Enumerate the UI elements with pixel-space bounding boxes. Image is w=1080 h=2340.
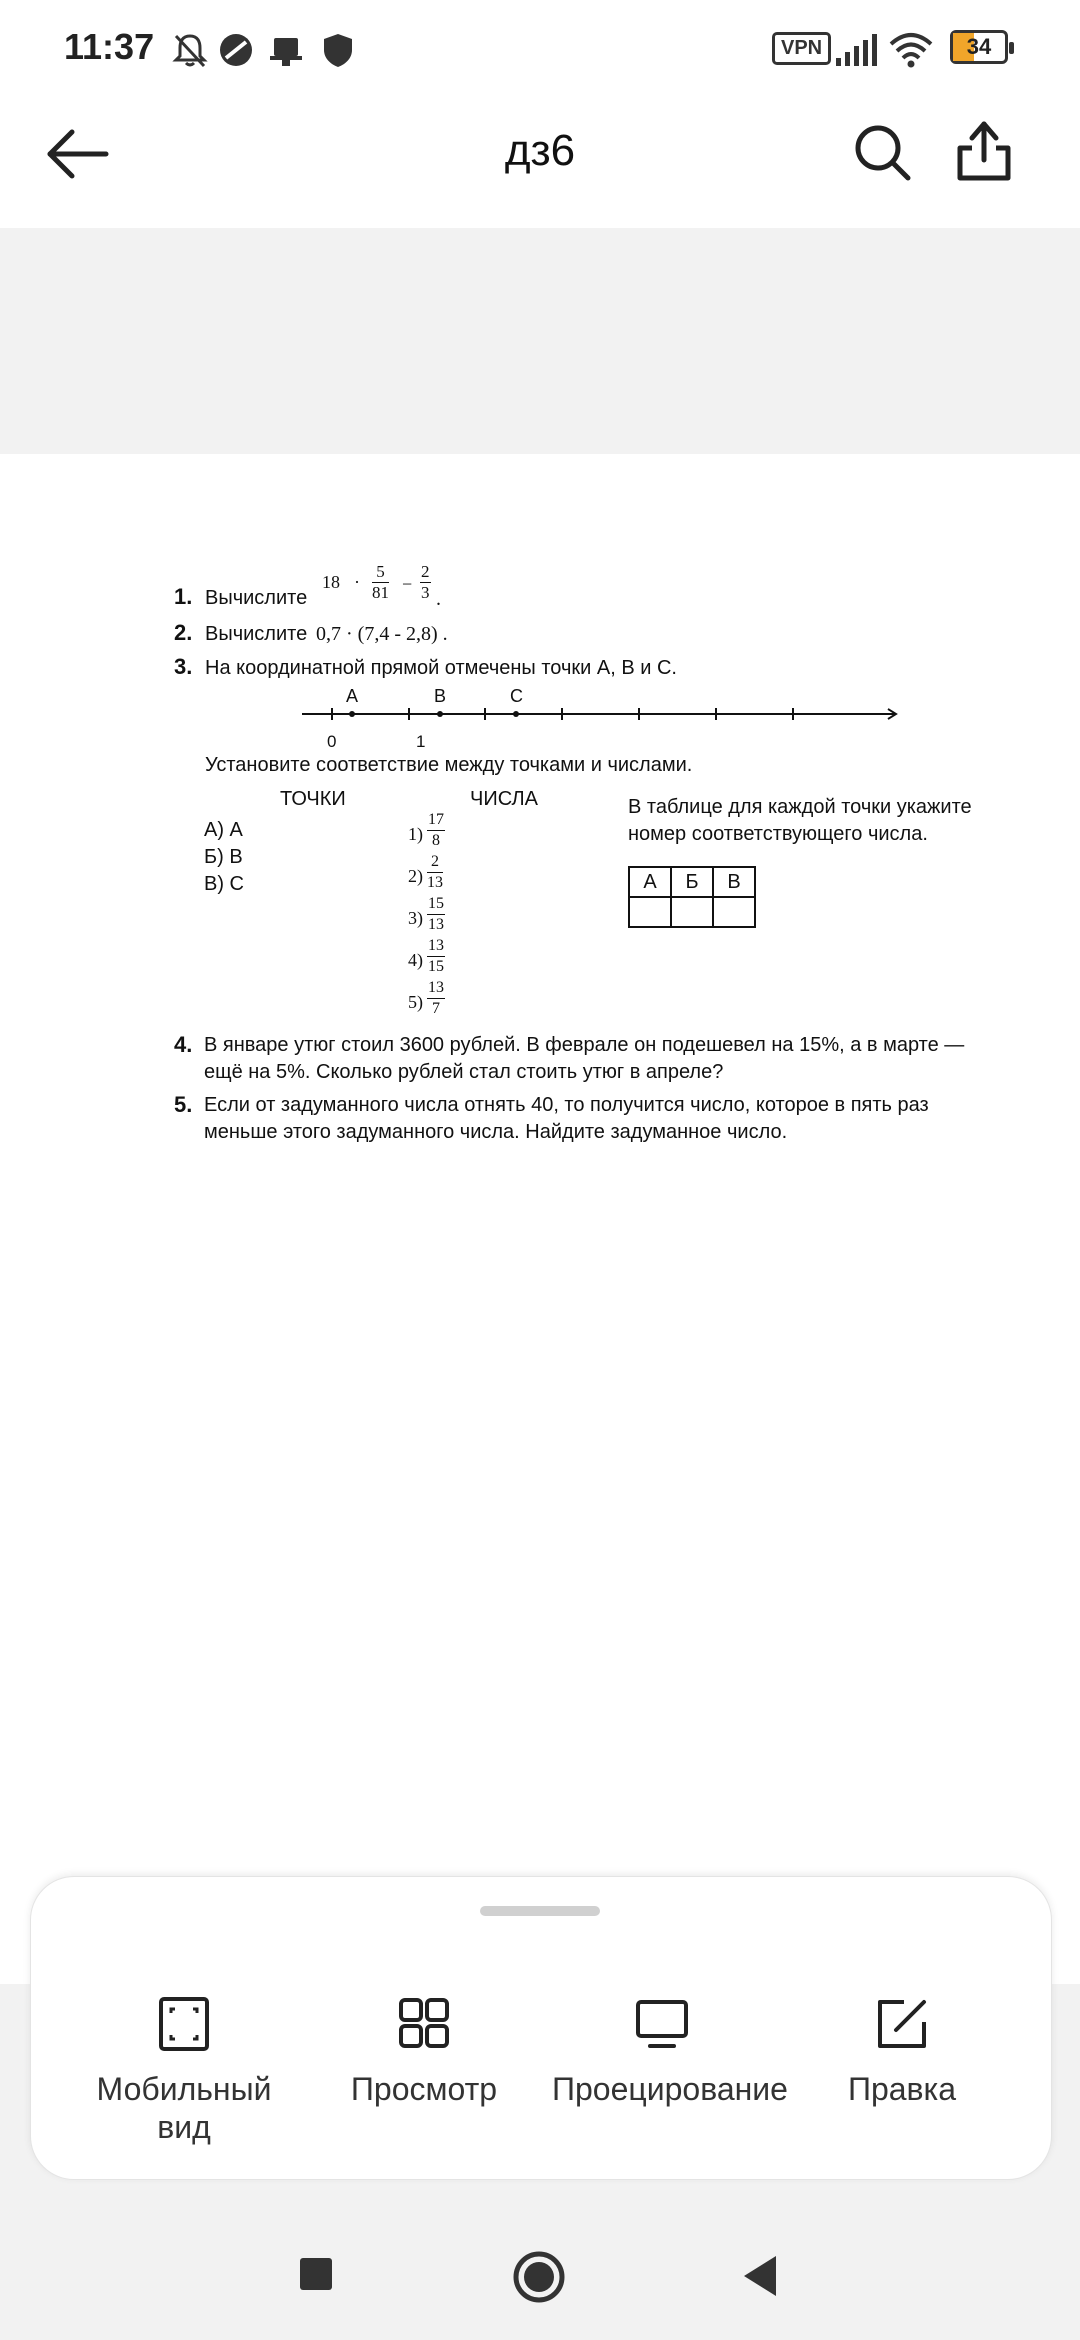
numbers-column-header: ЧИСЛА	[470, 788, 538, 810]
answer-table-cell	[629, 897, 671, 927]
point-option-b: Б) B	[204, 846, 243, 868]
point-option-a: А) A	[204, 819, 243, 841]
answer-table-header: Б	[671, 867, 713, 897]
search-icon[interactable]	[848, 118, 916, 186]
problem-1-end: .	[436, 588, 441, 610]
point-option-c: В) C	[204, 873, 244, 895]
point-a-marker	[349, 711, 355, 717]
table-note-line-2: номер соответствующего числа.	[628, 823, 928, 845]
axis-label-zero: 0	[327, 732, 337, 751]
problem-2-label: Вычислите	[205, 623, 308, 645]
problem-1-number: 1.	[174, 584, 193, 609]
axis-label-one: 1	[416, 732, 426, 751]
monitor-icon	[634, 1996, 690, 2052]
notification-icon	[266, 30, 306, 70]
problem-4-number: 4.	[174, 1032, 193, 1057]
problem-2-number: 2.	[174, 620, 193, 645]
problem-1-minus: −	[402, 574, 413, 594]
points-column-header: ТОЧКИ	[280, 788, 346, 810]
preview-label: Просмотр	[350, 2071, 498, 2107]
app-circle-icon	[216, 30, 256, 70]
problem-3-instruction: Установите соответствие между точками и числами.	[205, 754, 693, 776]
answer-table-cell	[671, 897, 713, 927]
sheet-drag-handle[interactable]	[480, 1906, 600, 1916]
problem-4-line-2: ещё на 5%. Сколько рублей стал стоить утюг в апреле?	[204, 1061, 724, 1083]
problem-1-label: Вычислите	[205, 587, 308, 609]
problem-2-expression: 0,7 · (7,4 - 2,8) .	[316, 623, 448, 645]
document-title: дз6	[504, 126, 576, 175]
answer-table-cell	[713, 897, 755, 927]
problem-1-fraction-a: $\frac{5}{81}$	[372, 562, 389, 602]
preview-button[interactable]	[314, 1996, 534, 2108]
number-option-1-label: 1)	[408, 824, 423, 844]
signal-icon	[834, 30, 878, 70]
projection-label: Проецирование	[552, 2071, 788, 2107]
problem-1-value: 18	[322, 572, 340, 592]
problem-5-line-2: меньше этого задуманного числа. Найдите задуманное число.	[204, 1121, 788, 1143]
number-option-2: $\frac{2}{13}$	[427, 853, 443, 891]
number-option-2-label: 2)	[408, 866, 423, 886]
grid-view-icon	[397, 1996, 451, 2052]
back-triangle-icon[interactable]	[740, 2254, 780, 2298]
problem-1-dot: ·	[354, 572, 360, 592]
point-c-marker	[513, 711, 519, 717]
number-option-1: $\frac{17}{8}$	[428, 811, 444, 849]
edit-icon	[874, 1996, 930, 2052]
mobile-view-button[interactable]	[74, 1996, 294, 2146]
answer-table	[628, 866, 756, 928]
bell-off-icon	[170, 30, 210, 70]
number-option-5: $\frac{13}{7}$	[428, 979, 444, 1017]
number-option-4: $\frac{13}{15}$	[428, 937, 444, 975]
wifi-icon	[888, 30, 934, 70]
problem-5-line-1: Если от задуманного числа отнять 40, то получится число, которое в пять раз	[204, 1094, 929, 1116]
document-page[interactable]	[0, 454, 1080, 1984]
battery-indicator	[950, 30, 1008, 64]
shield-icon	[318, 30, 358, 70]
problem-5-number: 5.	[174, 1092, 193, 1117]
number-option-4-label: 4)	[408, 950, 423, 970]
point-b-label: B	[434, 686, 447, 706]
mobile-view-icon	[157, 1996, 211, 2052]
vpn-badge: VPN	[772, 32, 831, 65]
table-note-line-1: В таблице для каждой точки укажите	[628, 796, 972, 818]
answer-table-header: А	[629, 867, 671, 897]
answer-table-header: В	[713, 867, 755, 897]
status-time: 11:37	[64, 26, 155, 67]
document-margin	[0, 228, 1080, 454]
mobile-view-label: Мобильный вид	[96, 2071, 272, 2145]
point-a-label: A	[346, 686, 359, 706]
point-b-marker	[437, 711, 443, 717]
edit-label: Правка	[847, 2071, 957, 2107]
number-option-3: $\frac{15}{13}$	[428, 895, 444, 933]
problem-1-fraction-b: $\frac{2}{3}$	[421, 562, 430, 602]
number-line-diagram	[296, 684, 906, 754]
projection-button[interactable]	[552, 1996, 788, 2108]
problem-4-line-1: В январе утюг стоил 3600 рублей. В феврале он подешевел на 15%, а в марте —	[204, 1034, 965, 1056]
edit-button[interactable]	[792, 1996, 1012, 2108]
point-c-label: C	[510, 686, 523, 706]
number-option-3-label: 3)	[408, 908, 423, 928]
battery-level: 34	[966, 34, 992, 59]
home-circle-icon[interactable]	[512, 2250, 566, 2304]
problem-3-text: На координатной прямой отмечены точки A, B и C.	[205, 657, 677, 679]
share-icon[interactable]	[950, 116, 1018, 188]
problem-3-number: 3.	[174, 654, 193, 679]
recents-square-icon[interactable]	[298, 2256, 334, 2292]
number-option-5-label: 5)	[408, 992, 423, 1012]
